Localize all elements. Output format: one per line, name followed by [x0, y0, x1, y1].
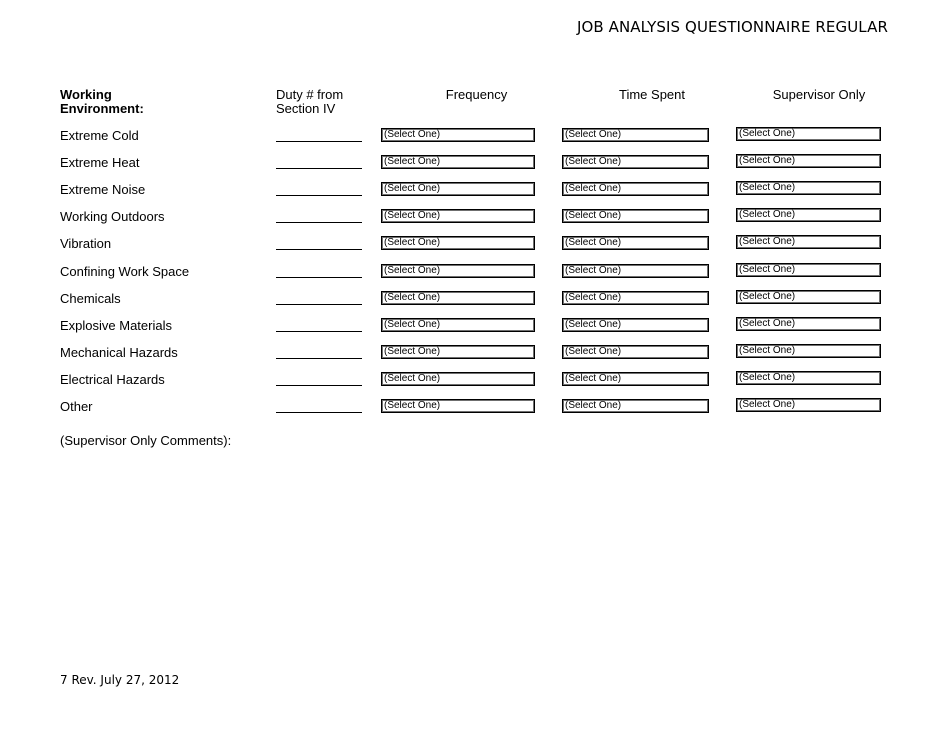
- duty-number-field[interactable]: [276, 385, 362, 386]
- header-time-spent: Time Spent: [619, 87, 685, 102]
- header-supervisor-only: Supervisor Only: [772, 87, 866, 102]
- row-label: Electrical Hazards: [60, 371, 165, 387]
- supervisor-only-select[interactable]: (Select One): [736, 263, 881, 277]
- row-label: Vibration: [60, 236, 112, 252]
- supervisor-comments-label: (Supervisor Only Comments):: [60, 433, 232, 448]
- supervisor-only-select[interactable]: (Select One): [736, 154, 881, 168]
- time-spent-select[interactable]: (Select One): [562, 345, 709, 359]
- duty-number-field[interactable]: [276, 331, 362, 332]
- row-label: Extreme Cold: [60, 128, 139, 143]
- frequency-select[interactable]: (Select One): [381, 182, 535, 196]
- header-frequency: Frequency: [445, 87, 508, 102]
- time-spent-select[interactable]: (Select One): [562, 318, 709, 332]
- time-spent-select[interactable]: (Select One): [562, 264, 709, 278]
- frequency-select[interactable]: (Select One): [381, 291, 535, 305]
- row-label: Extreme Noise: [60, 182, 146, 198]
- time-spent-select[interactable]: (Select One): [562, 291, 709, 305]
- time-spent-select[interactable]: (Select One): [562, 236, 709, 250]
- supervisor-only-select[interactable]: (Select One): [736, 127, 881, 141]
- duty-number-field[interactable]: [276, 249, 362, 250]
- frequency-select[interactable]: (Select One): [381, 209, 535, 223]
- supervisor-only-select[interactable]: (Select One): [736, 208, 881, 222]
- time-spent-select[interactable]: (Select One): [562, 155, 709, 169]
- table-row: [0, 182, 950, 209]
- header-working-environment-label: Working Environment:: [60, 87, 144, 116]
- duty-number-field[interactable]: [276, 304, 362, 305]
- table-row: [0, 291, 950, 318]
- frequency-select[interactable]: (Select One): [381, 236, 535, 250]
- row-label: Other: [60, 399, 93, 414]
- duty-number-field[interactable]: [276, 277, 362, 278]
- table-row: [0, 155, 950, 182]
- frequency-select[interactable]: (Select One): [381, 345, 535, 359]
- table-row: [0, 345, 950, 372]
- table-row: [0, 318, 950, 345]
- frequency-select[interactable]: (Select One): [381, 264, 535, 278]
- duty-number-field[interactable]: [276, 141, 362, 142]
- row-label: Extreme Heat: [60, 155, 140, 171]
- table-row: [0, 372, 950, 399]
- time-spent-select[interactable]: (Select One): [562, 128, 709, 142]
- supervisor-only-select[interactable]: (Select One): [736, 344, 881, 358]
- header-duty-number: [276, 88, 343, 116]
- row-label: Explosive Materials: [60, 317, 172, 333]
- header-duty-number-label: Duty # from Section IV: [276, 87, 344, 116]
- supervisor-only-select[interactable]: (Select One): [736, 181, 881, 195]
- time-spent-select[interactable]: (Select One): [562, 182, 709, 196]
- frequency-select[interactable]: (Select One): [381, 399, 535, 413]
- frequency-select[interactable]: (Select One): [381, 128, 535, 142]
- duty-number-field[interactable]: [276, 358, 362, 359]
- duty-number-field[interactable]: [276, 412, 362, 413]
- table-row: [0, 264, 950, 291]
- frequency-select[interactable]: (Select One): [381, 155, 535, 169]
- frequency-select[interactable]: (Select One): [381, 318, 535, 332]
- row-label: Chemicals: [60, 290, 121, 306]
- supervisor-only-select[interactable]: (Select One): [736, 235, 881, 249]
- supervisor-only-select[interactable]: (Select One): [736, 371, 881, 385]
- table-row: [0, 399, 950, 426]
- frequency-select[interactable]: (Select One): [381, 372, 535, 386]
- time-spent-select[interactable]: (Select One): [562, 372, 709, 386]
- time-spent-select[interactable]: (Select One): [562, 209, 709, 223]
- table-row: [0, 209, 950, 236]
- table-row: [0, 128, 950, 155]
- document-title: JOB ANALYSIS QUESTIONNAIRE REGULAR: [576, 18, 888, 36]
- row-label: Mechanical Hazards: [60, 344, 178, 360]
- table-row: [0, 236, 950, 263]
- duty-number-field[interactable]: [276, 195, 362, 196]
- supervisor-only-select[interactable]: (Select One): [736, 290, 881, 304]
- header-working-environment: [60, 88, 144, 116]
- time-spent-select[interactable]: (Select One): [562, 399, 709, 413]
- duty-number-field[interactable]: [276, 168, 362, 169]
- footer-revision: 7 Rev. July 27, 2012: [60, 673, 180, 687]
- row-label: Confining Work Space: [60, 263, 190, 279]
- supervisor-only-select[interactable]: (Select One): [736, 317, 881, 331]
- row-label: Working Outdoors: [60, 209, 165, 225]
- duty-number-field[interactable]: [276, 222, 362, 223]
- supervisor-only-select[interactable]: (Select One): [736, 398, 881, 412]
